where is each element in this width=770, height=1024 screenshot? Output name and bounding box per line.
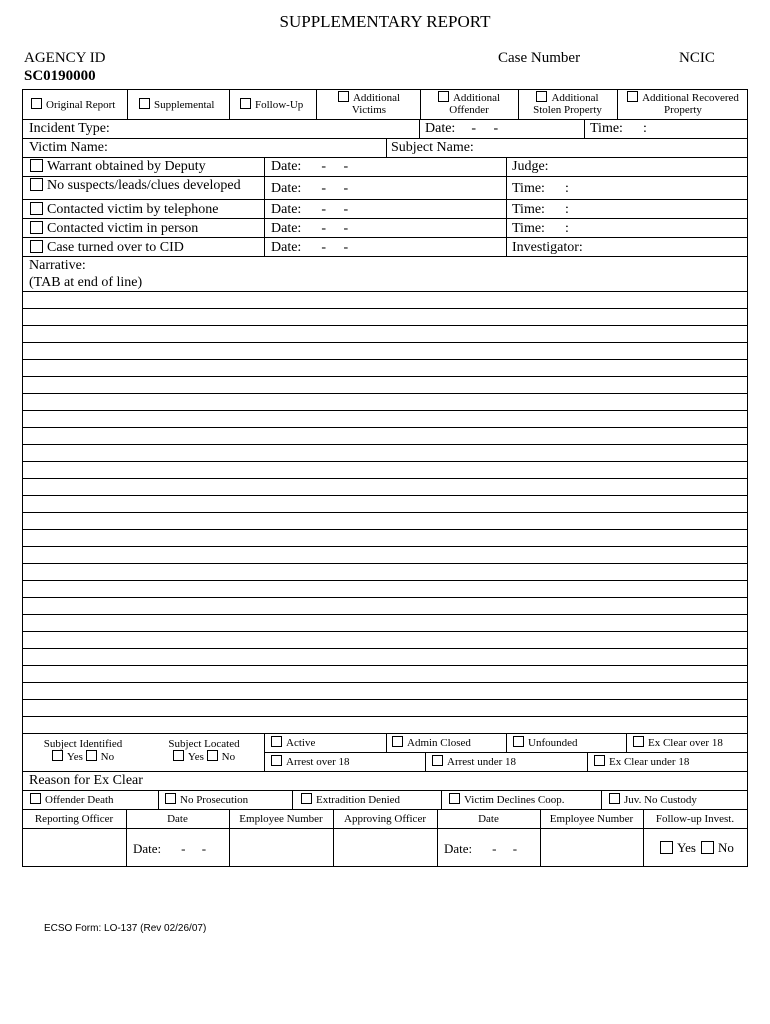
form-id: ECSO Form: LO-137 (Rev 02/26/07) bbox=[44, 923, 207, 934]
additional-stolen-checkbox[interactable]: Additional Stolen Property bbox=[533, 92, 602, 116]
checkbox-icon bbox=[207, 750, 218, 761]
checkbox-icon bbox=[627, 91, 638, 102]
narrative-line bbox=[22, 308, 748, 309]
time-field-2[interactable]: Time: : bbox=[512, 202, 569, 217]
supplemental-checkbox[interactable]: Supplemental bbox=[139, 98, 215, 111]
narrative-line bbox=[22, 614, 748, 615]
checkbox-icon bbox=[30, 178, 43, 191]
judge-field[interactable]: Judge: bbox=[512, 159, 549, 174]
subject-located-no[interactable]: No bbox=[207, 751, 235, 763]
narrative-line bbox=[22, 580, 748, 581]
checkbox-icon bbox=[173, 750, 184, 761]
telephone-checkbox[interactable]: Contacted victim by telephone bbox=[30, 202, 218, 218]
checkbox-icon bbox=[30, 202, 43, 215]
checkbox-icon bbox=[536, 91, 547, 102]
narrative-line bbox=[22, 427, 748, 428]
narrative-line bbox=[22, 529, 748, 530]
narrative-line bbox=[22, 444, 748, 445]
checkbox-icon bbox=[609, 793, 620, 804]
no-suspects-checkbox[interactable]: No suspects/leads/clues developed bbox=[30, 178, 241, 194]
additional-recovered-checkbox[interactable]: Additional Recovered Property bbox=[619, 91, 747, 116]
subject-identified-yes[interactable]: Yes bbox=[52, 751, 83, 763]
incident-time-field[interactable]: Time: : bbox=[590, 121, 647, 136]
date-header: Date bbox=[167, 813, 188, 825]
incident-type-field[interactable]: Incident Type: bbox=[29, 121, 110, 136]
arrest-over-18-checkbox[interactable]: Arrest over 18 bbox=[271, 755, 350, 768]
agency-id-label: AGENCY ID bbox=[24, 50, 106, 66]
checkbox-icon bbox=[30, 793, 41, 804]
case-number-label: Case Number bbox=[498, 50, 581, 66]
ex-clear-over-18-checkbox[interactable]: Ex Clear over 18 bbox=[633, 736, 723, 749]
checkbox-icon bbox=[633, 736, 644, 747]
reporting-officer-header: Reporting Officer bbox=[34, 813, 114, 825]
victim-declines-checkbox[interactable]: Victim Declines Coop. bbox=[449, 793, 564, 806]
follow-up-checkbox[interactable]: Follow-Up bbox=[240, 98, 303, 111]
incident-date-field[interactable]: Date: - - bbox=[425, 121, 499, 136]
narrative-hint: (TAB at end of line) bbox=[29, 275, 143, 290]
checkbox-icon bbox=[338, 91, 349, 102]
telephone-date-field[interactable]: Date: - - bbox=[271, 202, 349, 217]
narrative-line bbox=[22, 546, 748, 547]
warrant-date-field[interactable]: Date: - - bbox=[271, 159, 349, 174]
arrest-under-18-checkbox[interactable]: Arrest under 18 bbox=[432, 755, 516, 768]
narrative-line bbox=[22, 342, 748, 343]
narrative-line bbox=[22, 682, 748, 683]
subject-located-yes[interactable]: Yes bbox=[173, 751, 204, 763]
reporting-date-field[interactable]: Date: - - bbox=[133, 841, 207, 856]
extradition-denied-checkbox[interactable]: Extradition Denied bbox=[301, 793, 400, 806]
narrative-line bbox=[22, 512, 748, 513]
employee-number-header-2: Employee Number bbox=[549, 813, 634, 825]
admin-closed-checkbox[interactable]: Admin Closed bbox=[392, 736, 471, 749]
narrative-line bbox=[22, 325, 748, 326]
active-checkbox[interactable]: Active bbox=[271, 736, 315, 749]
follow-up-no-checkbox[interactable]: No bbox=[701, 840, 734, 856]
warrant-checkbox[interactable]: Warrant obtained by Deputy bbox=[30, 159, 206, 175]
checkbox-icon bbox=[86, 750, 97, 761]
follow-up-yes-checkbox[interactable]: Yes bbox=[660, 840, 696, 856]
narrative-line bbox=[22, 495, 748, 496]
ex-clear-label: Reason for Ex Clear bbox=[29, 773, 143, 788]
narrative-line bbox=[22, 665, 748, 666]
checkbox-icon bbox=[271, 755, 282, 766]
divider bbox=[22, 89, 748, 90]
narrative-line bbox=[22, 410, 748, 411]
ncic-label: NCIC bbox=[679, 50, 715, 66]
investigator-field[interactable]: Investigator: bbox=[512, 240, 583, 255]
offender-death-checkbox[interactable]: Offender Death bbox=[30, 793, 114, 806]
in-person-checkbox[interactable]: Contacted victim in person bbox=[30, 221, 198, 237]
narrative-line bbox=[22, 376, 748, 377]
agency-id-value: SC0190000 bbox=[24, 68, 96, 84]
subject-identified-no[interactable]: No bbox=[86, 751, 114, 763]
narrative-line bbox=[22, 478, 748, 479]
time-field-3[interactable]: Time: : bbox=[512, 221, 569, 236]
checkbox-icon bbox=[438, 91, 449, 102]
checkbox-icon bbox=[432, 755, 443, 766]
checkbox-icon bbox=[240, 98, 251, 109]
checkbox-icon bbox=[271, 736, 282, 747]
narrative-line bbox=[22, 716, 748, 717]
additional-offender-checkbox[interactable]: Additional Offender bbox=[423, 91, 515, 116]
narrative-line bbox=[22, 359, 748, 360]
checkbox-icon bbox=[30, 159, 43, 172]
narrative-line bbox=[22, 461, 748, 462]
narrative-line bbox=[22, 563, 748, 564]
no-prosecution-checkbox[interactable]: No Prosecution bbox=[165, 793, 248, 806]
checkbox-icon bbox=[52, 750, 63, 761]
checkbox-icon bbox=[31, 98, 42, 109]
checkbox-icon bbox=[165, 793, 176, 804]
date-header-2: Date bbox=[478, 813, 499, 825]
original-report-checkbox[interactable]: Original Report bbox=[31, 98, 115, 111]
checkbox-icon bbox=[30, 221, 43, 234]
checkbox-icon bbox=[30, 240, 43, 253]
no-suspects-date-field[interactable]: Date: - - bbox=[271, 181, 349, 196]
approving-officer-header: Approving Officer bbox=[344, 813, 426, 825]
divider bbox=[22, 119, 748, 120]
checkbox-icon bbox=[513, 736, 524, 747]
unfounded-checkbox[interactable]: Unfounded bbox=[513, 736, 578, 749]
narrative-line bbox=[22, 597, 748, 598]
checkbox-icon bbox=[449, 793, 460, 804]
narrative-line bbox=[22, 393, 748, 394]
subject-located-group: Subject Located Yes No bbox=[168, 738, 240, 763]
checkbox-icon bbox=[701, 841, 714, 854]
checkbox-icon bbox=[301, 793, 312, 804]
additional-victims-checkbox[interactable]: Additional Victims bbox=[322, 91, 416, 116]
approving-date-field[interactable]: Date: - - bbox=[444, 841, 518, 856]
victim-name-field[interactable]: Victim Name: bbox=[29, 140, 108, 155]
follow-up-invest-header: Follow-up Invest. bbox=[655, 813, 735, 825]
checkbox-icon bbox=[660, 841, 673, 854]
time-field-1[interactable]: Time: : bbox=[512, 181, 569, 196]
ex-clear-under-18-checkbox[interactable]: Ex Clear under 18 bbox=[594, 755, 689, 768]
employee-number-header: Employee Number bbox=[239, 813, 323, 825]
in-person-date-field[interactable]: Date: - - bbox=[271, 221, 349, 236]
cid-date-field[interactable]: Date: - - bbox=[271, 240, 349, 255]
juv-no-custody-checkbox[interactable]: Juv. No Custody bbox=[609, 793, 697, 806]
narrative-line bbox=[22, 631, 748, 632]
checkbox-icon bbox=[392, 736, 403, 747]
narrative-label: Narrative: bbox=[29, 258, 86, 273]
checkbox-icon bbox=[139, 98, 150, 109]
narrative-line bbox=[22, 699, 748, 700]
page-title: SUPPLEMENTARY REPORT bbox=[279, 12, 491, 31]
narrative-line bbox=[22, 648, 748, 649]
cid-checkbox[interactable]: Case turned over to CID bbox=[30, 240, 184, 256]
subject-identified-group: Subject Identified Yes No bbox=[43, 738, 123, 763]
subject-name-field[interactable]: Subject Name: bbox=[391, 140, 474, 155]
checkbox-icon bbox=[594, 755, 605, 766]
